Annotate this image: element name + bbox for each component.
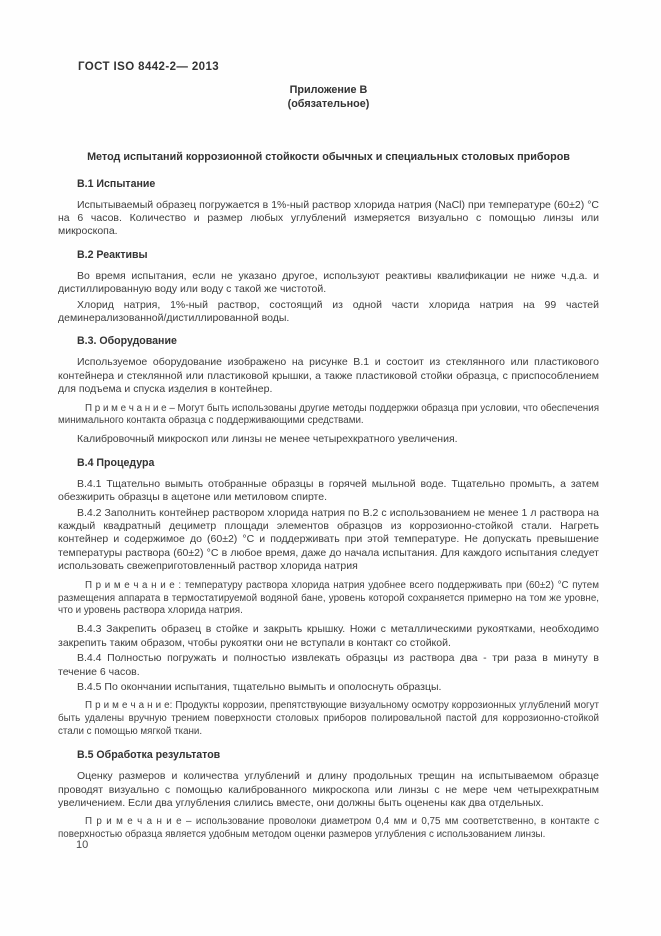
paragraph: Испытываемый образец погружается в 1%-ный раствор хлорида натрия (NaCl) при температуре (60±2) °С на 6 часов. Количество и размер любых углублений измеряется визуально с помощью линзы или микроскопа. <box>58 198 599 238</box>
section-heading: В.5 Обработка результатов <box>77 749 221 762</box>
section-heading: В.1 Испытание <box>77 177 156 190</box>
annex-status: (обязательное) <box>287 98 370 110</box>
note-paragraph: П р и м е ч а н и е : температуру раствора хлорида натрия удобнее всего поддерживать при (60±2) °С путем размещения аппарата в термостатируемой водяной бане, уровень которой сохраняется примерно на том же уровне, что и уровень раствора хлорида натрия. <box>58 579 599 617</box>
section-heading: В.4 Процедура <box>77 456 155 469</box>
section-heading: В.2 Реактивы <box>77 248 148 261</box>
paragraph: Хлорид натрия, 1%-ный раствор, состоящий из одной части хлорида натрия на 99 частей деминерализованной/дистиллированной воды. <box>58 298 599 324</box>
content-area <box>58 84 599 847</box>
paragraph: Оценку размеров и количества углублений и длину продольных трещин на испытываемом образце проводят визуально с помощью калиброванного микроскопа или линзы с не мере чем четырехкратным увеличением. Если два углубления слились вместе, они должны быть оценены как два отдельных. <box>58 770 599 809</box>
paragraph: В.4.5 По окончании испытания, тщательно вымыть и ополоснуть образцы. <box>77 680 442 693</box>
paragraph: Используемое оборудование изображено на рисунке В.1 и состоит из стеклянного или пластикового контейнера и стеклянной или пластиковой крышки, а также пластиковой стойки образца, с приспособлением для подъема и спуска изделия в контейнер. <box>58 356 599 396</box>
document-body <box>58 178 599 843</box>
paragraph: В.4.1 Тщательно вымыть отобранные образцы в горячей мыльной воде. Тщательно промыть, а затем обезжирить образцы в ацетоне или метиловом спирте. <box>58 477 599 504</box>
note-paragraph: П р и м е ч а н и е: Продукты коррозии, препятствующие визуальному осмотру коррозионных углублений могут быть удалены вручную трением поверхности столовых приборов полировальной пастой для коррозионно-стойкой стали с помощью мягкой ткани. <box>58 700 599 738</box>
paragraph: В.4.4 Полностью погружать и полностью извлекать образцы из раствора два - три раза в минуту в течение 6 часов. <box>58 652 599 678</box>
page-number: 10 <box>76 839 89 851</box>
note-paragraph: П р и м е ч а н и е – использование проволоки диаметром 0,4 мм и 0,75 мм соответственно, в контакте с поверхностью образца является удобным методом оценки размеров углубления с использованием линзы. <box>58 816 599 841</box>
annex-label: Приложение В <box>289 84 368 96</box>
paragraph: Калибровочный микроскоп или линзы не менее четырехкратного увеличения. <box>77 433 458 446</box>
note-paragraph: П р и м е ч а н и е – Могут быть использованы другие методы поддержки образца при условии, что обеспечения минимального контакта образца с поддерживающими средствами. <box>58 402 599 427</box>
paragraph: Во время испытания, если не указано другое, используют реактивы квалификации не ниже ч.д.а. и дистиллированную воду или воду с такой же чистотой. <box>58 269 599 296</box>
paragraph: В.4.3 Закрепить образец в стойке и закрыть крышку. Ножи с металлическими рукоятками, необходимо закрепить таким образом, чтобы рукоятки они не вступали в контакт со стойкой. <box>58 623 599 649</box>
standard-designation-header: ГОСТ ISO 8442-2— 2013 <box>78 61 220 73</box>
paragraph: В.4.2 Заполнить контейнер раствором хлорида натрия по В.2 с использованием не менее 1 л раствора на каждый квадратный дециметр площади элементов образцов из коррозионно-стойкой стали. Нагреть контейнер и содержимое до (60±2) °С и поддерживать при этой температуре. Не допускать превышение температуры раствора (60±2) °С в любое время, даже до начала испытания. Для каждого испытания следует использовать свежеприготовленный раствор хлорида натрия <box>58 506 599 573</box>
annex-title: Метод испытаний коррозионной стойкости обычных и специальных столовых приборов <box>87 151 570 163</box>
section-heading: В.3. Оборудование <box>77 335 177 348</box>
